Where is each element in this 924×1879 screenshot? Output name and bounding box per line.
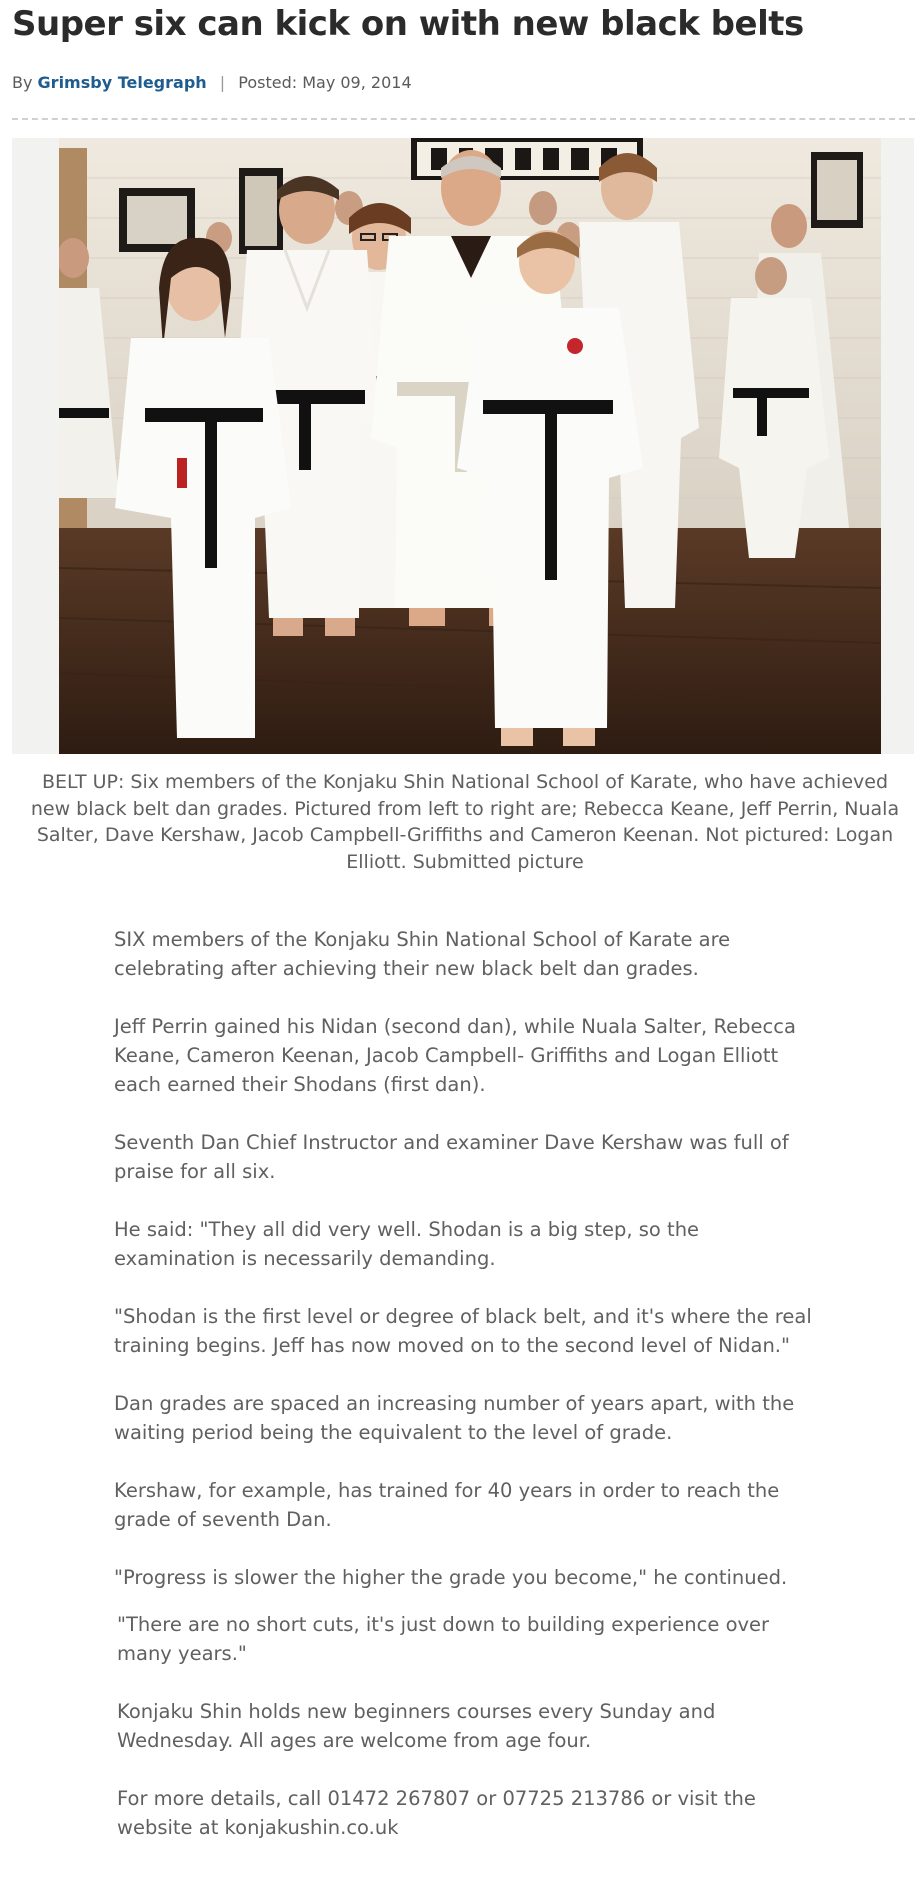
article-body	[114, 925, 814, 1871]
posted-date: Posted: May 09, 2014	[238, 73, 412, 92]
article-photo[interactable]	[59, 138, 881, 754]
karate-group-photo-illustration	[59, 138, 881, 754]
article-headline: Super six can kick on with new black belts	[12, 4, 804, 44]
article-paragraph: "Progress is slower the higher the grade you become," he continued.	[114, 1566, 788, 1589]
article-paragraph: For more details, call 01472 267807 or 07725 213786 or visit the website at konjakushin.co.uk	[117, 1787, 756, 1839]
article-paragraph: SIX members of the Konjaku Shin National School of Karate are celebrating after achieving their new black belt dan grades.	[114, 928, 731, 980]
article-paragraph: Seventh Dan Chief Instructor and examiner Dave Kershaw was full of praise for all six.	[114, 1131, 789, 1183]
dashed-divider	[12, 118, 915, 120]
byline-prefix: By	[12, 73, 33, 92]
article-paragraph: He said: "They all did very well. Shodan is a big step, so the examination is necessarily demanding.	[114, 1218, 700, 1270]
author-link[interactable]: Grimsby Telegraph	[37, 73, 207, 92]
byline-separator: |	[219, 73, 226, 92]
article-paragraph: Jeff Perrin gained his Nidan (second dan), while Nuala Salter, Rebecca Keane, Cameron Keenan, Jacob Campbell- Griffiths and Logan Elliott each earned their Shodans (first dan).	[114, 1015, 796, 1096]
article-paragraph: Konjaku Shin holds new beginners courses every Sunday and Wednesday. All ages are welcome from age four.	[117, 1700, 716, 1752]
photo-caption: BELT UP: Six members of the Konjaku Shin National School of Karate, who have achieved new black belt dan grades. Pictured from left to right are; Rebecca Keane, Jeff Perrin, Nuala Salter, Dave Kershaw, Jacob Campbell-Griffiths and Cameron Keenan. Not pictured: Logan Elliott. Submitted picture	[30, 771, 900, 873]
article-paragraph: Kershaw, for example, has trained for 40 years in order to reach the grade of seventh Dan.	[114, 1479, 780, 1531]
article-photo-frame	[12, 138, 914, 754]
byline	[12, 71, 412, 95]
article-paragraph: Dan grades are spaced an increasing number of years apart, with the waiting period being the equivalent to the level of grade.	[114, 1392, 795, 1444]
article-paragraph: "There are no short cuts, it's just down to building experience over many years."	[117, 1613, 770, 1665]
article-paragraph: "Shodan is the first level or degree of black belt, and it's where the real training begins. Jeff has now moved on to the second level of Nidan."	[114, 1305, 812, 1357]
